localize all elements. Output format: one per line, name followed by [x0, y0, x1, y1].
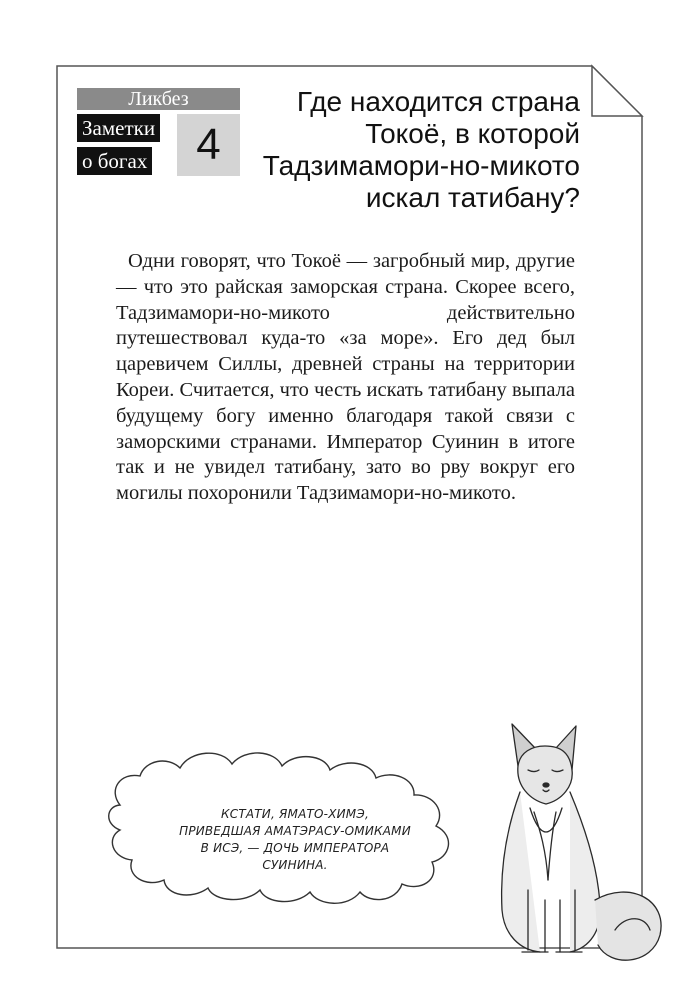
body-paragraph: Одни говорят, что Токоё — загробный мир, другие — что это райская заморская страна. Скорее всего, Тадзимамори-но-микото действительно путешествовал куда-то «за море». Его дед был царевичем Силлы, древней страны на территории Кореи. Считается, что честь искать татибану выпала будущему богу именно благодаря такой связи с заморскими странами. Император Суинин в итоге так и не увидел татибану, зато во рву вокруг его могилы похоронили Тадзимамори-но-микото.	[116, 250, 575, 505]
title-line: Где находится страна	[296, 86, 580, 117]
title-line: искал татибану?	[365, 182, 580, 213]
bubble-line: В ИСЭ, — ДОЧЬ ИМПЕРАТОРА СУИНИНА.	[200, 841, 390, 872]
speech-bubble-text	[170, 806, 420, 874]
page-fold-corner	[592, 66, 642, 116]
bubble-line: КСТАТИ, ЯМАТО-ХИМЭ,	[221, 807, 369, 821]
badge-series	[77, 114, 172, 176]
title-line: Токоё, в которой	[365, 118, 580, 149]
badge-series-line2: о богах	[77, 147, 152, 175]
badge-category: Ликбез	[77, 88, 240, 110]
badge-series-line1: Заметки	[77, 114, 160, 142]
title-line: Тадзимамори-но-микото	[262, 150, 580, 181]
badge-number: 4	[177, 114, 240, 176]
page-title	[250, 86, 580, 214]
bubble-line: ПРИВЕДШАЯ АМАТЭРАСУ-ОМИКАМИ	[179, 824, 411, 838]
